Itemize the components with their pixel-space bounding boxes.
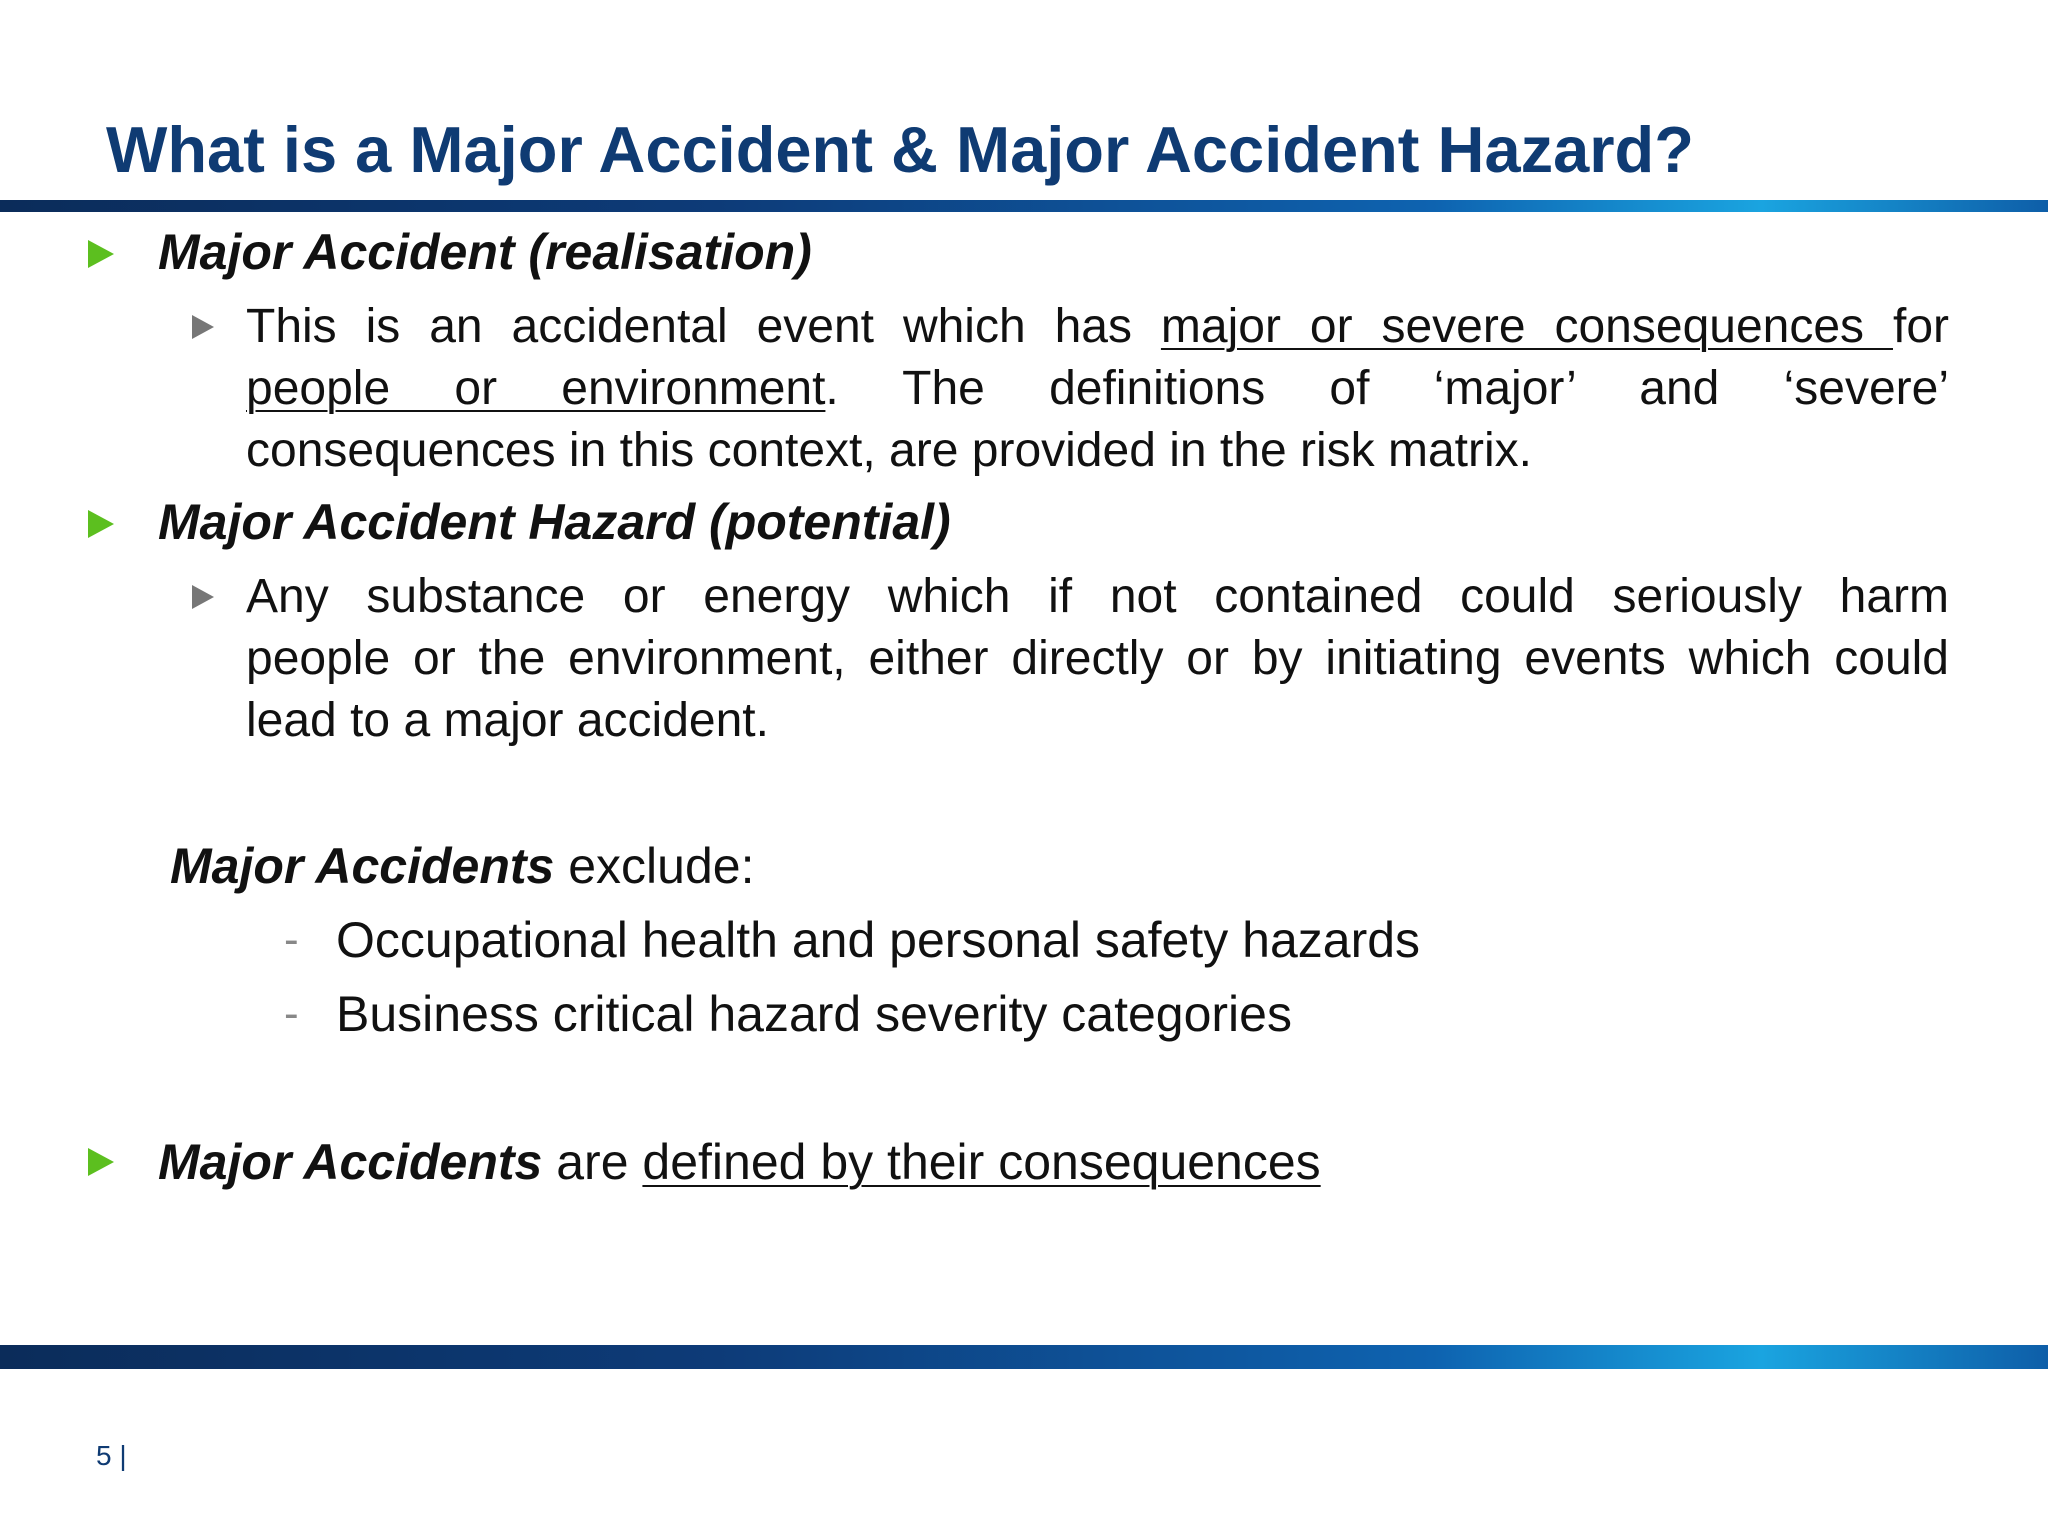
definition-underlined: major or severe consequences — [1160, 300, 1893, 353]
definition-line-1 — [246, 296, 1949, 358]
exclusions-heading-text: exclude: — [554, 838, 755, 894]
conclusion-bold: Major Accidents — [158, 1134, 543, 1190]
hazard-line-3: lead to a major accident. — [246, 694, 769, 747]
bullet-arrow-icon — [88, 510, 114, 538]
hazard-line-2: people or the environment, either directly or by initiating events which could — [246, 632, 1949, 685]
sub-bullet-arrow-icon — [192, 585, 214, 609]
page-number: 5 | — [96, 1440, 127, 1471]
hazard-definition — [246, 566, 1949, 752]
exclusions-heading — [170, 836, 754, 896]
exclusions-heading-bold: Major Accidents — [170, 838, 555, 894]
dash-bullet: - — [284, 915, 299, 964]
exclusion-item: Occupational health and personal safety hazards — [336, 912, 1421, 968]
dash-bullet: - — [284, 989, 299, 1038]
definition-underlined: people or environment — [246, 362, 826, 415]
sub-bullet-arrow-icon — [192, 315, 214, 339]
bullet-arrow-icon — [88, 1148, 114, 1176]
definition-text: This is an accidental event which has — [246, 300, 1161, 353]
heading-major-accident: Major Accident (realisation) — [158, 224, 812, 280]
conclusion-underlined: defined by their consequences — [642, 1134, 1321, 1190]
title-divider — [0, 200, 2048, 212]
slide-title: What is a Major Accident & Major Accident Hazard? — [106, 113, 1694, 186]
conclusion-statement — [158, 1132, 1321, 1192]
footer-divider — [0, 1345, 2048, 1369]
exclusion-item: Business critical hazard severity categories — [336, 986, 1292, 1042]
bullet-arrow-icon — [88, 240, 114, 268]
heading-major-accident-hazard: Major Accident Hazard (potential) — [158, 494, 951, 550]
definition-text: . The definitions of ‘major’ and ‘severe’ — [825, 362, 1949, 415]
definition-line-3: consequences in this context, are provided in the risk matrix. — [246, 424, 1532, 477]
hazard-line-1: Any substance or energy which if not contained could seriously harm — [246, 570, 1949, 623]
major-accident-definition — [246, 296, 1949, 482]
definition-line-2 — [246, 358, 1949, 420]
definition-text: for — [1892, 300, 1949, 353]
conclusion-text: are — [542, 1134, 643, 1190]
